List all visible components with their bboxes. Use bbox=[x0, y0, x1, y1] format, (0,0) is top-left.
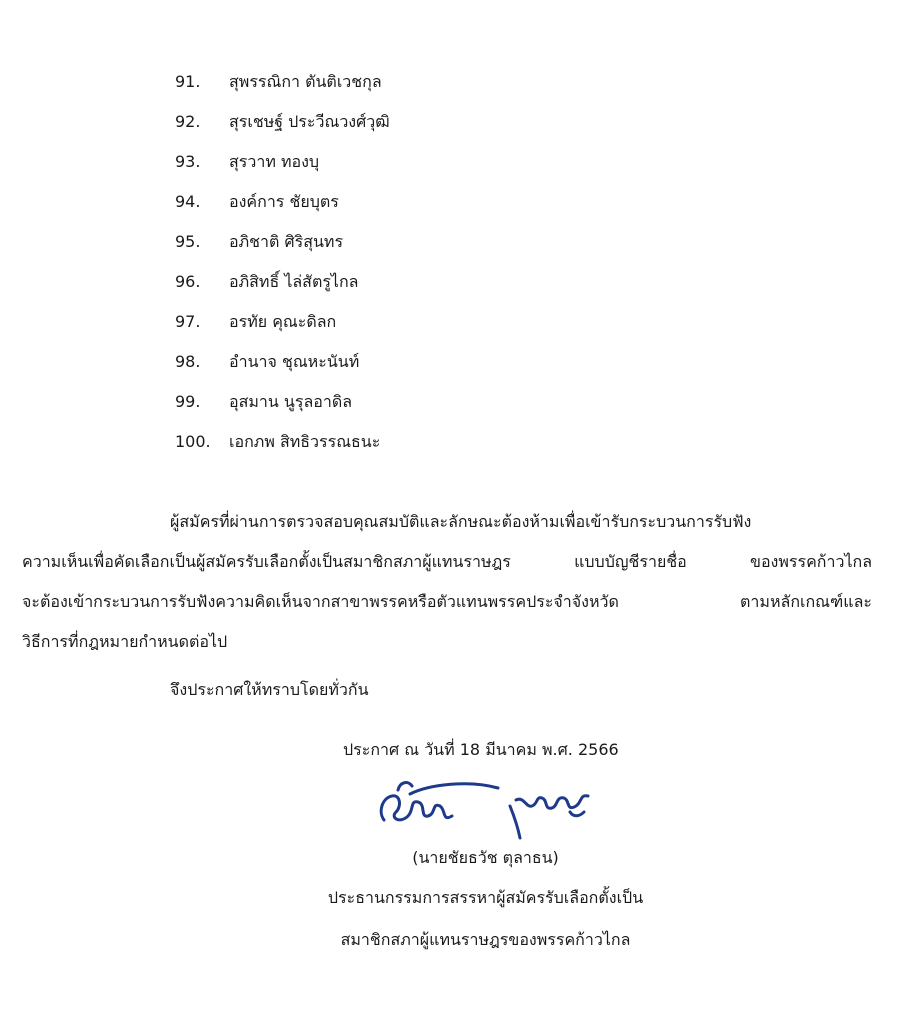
list-item bbox=[175, 222, 675, 262]
signature-image bbox=[370, 772, 600, 842]
list-item-name: องค์การ ชัยบุตร bbox=[229, 192, 339, 211]
list-item-name: สุรวาท ทองบุ bbox=[229, 152, 320, 171]
paragraph-line: จะต้องเข้ากระบวนการรับฟังความคิดเห็นจากสาขาพรรคหรือตัวแทนพรรคประจำจังหวัด ตามหลักเกณฑ์และ bbox=[22, 592, 872, 611]
list-item bbox=[175, 302, 675, 342]
list-item-number: 91. bbox=[175, 72, 201, 91]
list-item-number: 98. bbox=[175, 352, 201, 371]
list-item bbox=[175, 382, 675, 422]
list-item-name: อรทัย คุณะดิลก bbox=[229, 312, 337, 331]
list-item bbox=[175, 182, 675, 222]
list-item-number: 97. bbox=[175, 312, 201, 331]
list-item bbox=[175, 422, 675, 462]
signer-title: สมาชิกสภาผู้แทนราษฎรของพรรคก้าวไกล bbox=[340, 930, 631, 949]
paragraph-line: วิธีการที่กฎหมายกำหนดต่อไป bbox=[22, 632, 228, 651]
list-item-name: สุพรรณิกา ตันติเวชกุล bbox=[229, 72, 382, 91]
list-item-name: อำนาจ ชุณหะนันท์ bbox=[229, 352, 360, 371]
list-item bbox=[175, 342, 675, 382]
list-item-number: 100. bbox=[175, 432, 211, 451]
list-item-name: อภิชาติ ศิริสุนทร bbox=[229, 232, 344, 251]
list-item-number: 95. bbox=[175, 232, 201, 251]
paragraph-line: ผู้สมัครที่ผ่านการตรวจสอบคุณสมบัติและลักษณะต้องห้ามเพื่อเข้ารับกระบวนการรับฟัง bbox=[170, 512, 752, 531]
announcement-date: ประกาศ ณ วันที่ 18 มีนาคม พ.ศ. 2566 bbox=[343, 740, 619, 759]
signer-name: (นายชัยธวัช ตุลาธน) bbox=[412, 848, 559, 867]
list-item-number: 96. bbox=[175, 272, 201, 291]
list-item-number: 99. bbox=[175, 392, 201, 411]
candidate-list bbox=[175, 62, 675, 462]
list-item-number: 93. bbox=[175, 152, 201, 171]
list-item bbox=[175, 142, 675, 182]
signer-title: ประธานกรรมการสรรหาผู้สมัครรับเลือกตั้งเป็น bbox=[327, 888, 644, 907]
list-item bbox=[175, 102, 675, 142]
list-item-name: เอกภพ สิทธิวรรณธนะ bbox=[229, 432, 381, 451]
list-item-name: สุรเชษฐ์ ประวีณวงศ์วุฒิ bbox=[229, 112, 390, 131]
announcement-paragraph bbox=[22, 502, 872, 662]
list-item bbox=[175, 62, 675, 102]
notice-text: จึงประกาศให้ทราบโดยทั่วกัน bbox=[170, 680, 369, 699]
paragraph-line: ความเห็นเพื่อคัดเลือกเป็นผู้สมัครรับเลือกตั้งเป็นสมาชิกสภาผู้แทนราษฎร แบบบัญชีรายชื่อ ของพรรคก้าวไกล bbox=[22, 552, 872, 571]
list-item bbox=[175, 262, 675, 302]
list-item-name: อุสมาน นูรุลอาดิล bbox=[229, 392, 353, 411]
list-item-number: 92. bbox=[175, 112, 201, 131]
list-item-name: อภิสิทธิ์ ไล่สัตรูไกล bbox=[229, 272, 359, 291]
list-item-number: 94. bbox=[175, 192, 201, 211]
